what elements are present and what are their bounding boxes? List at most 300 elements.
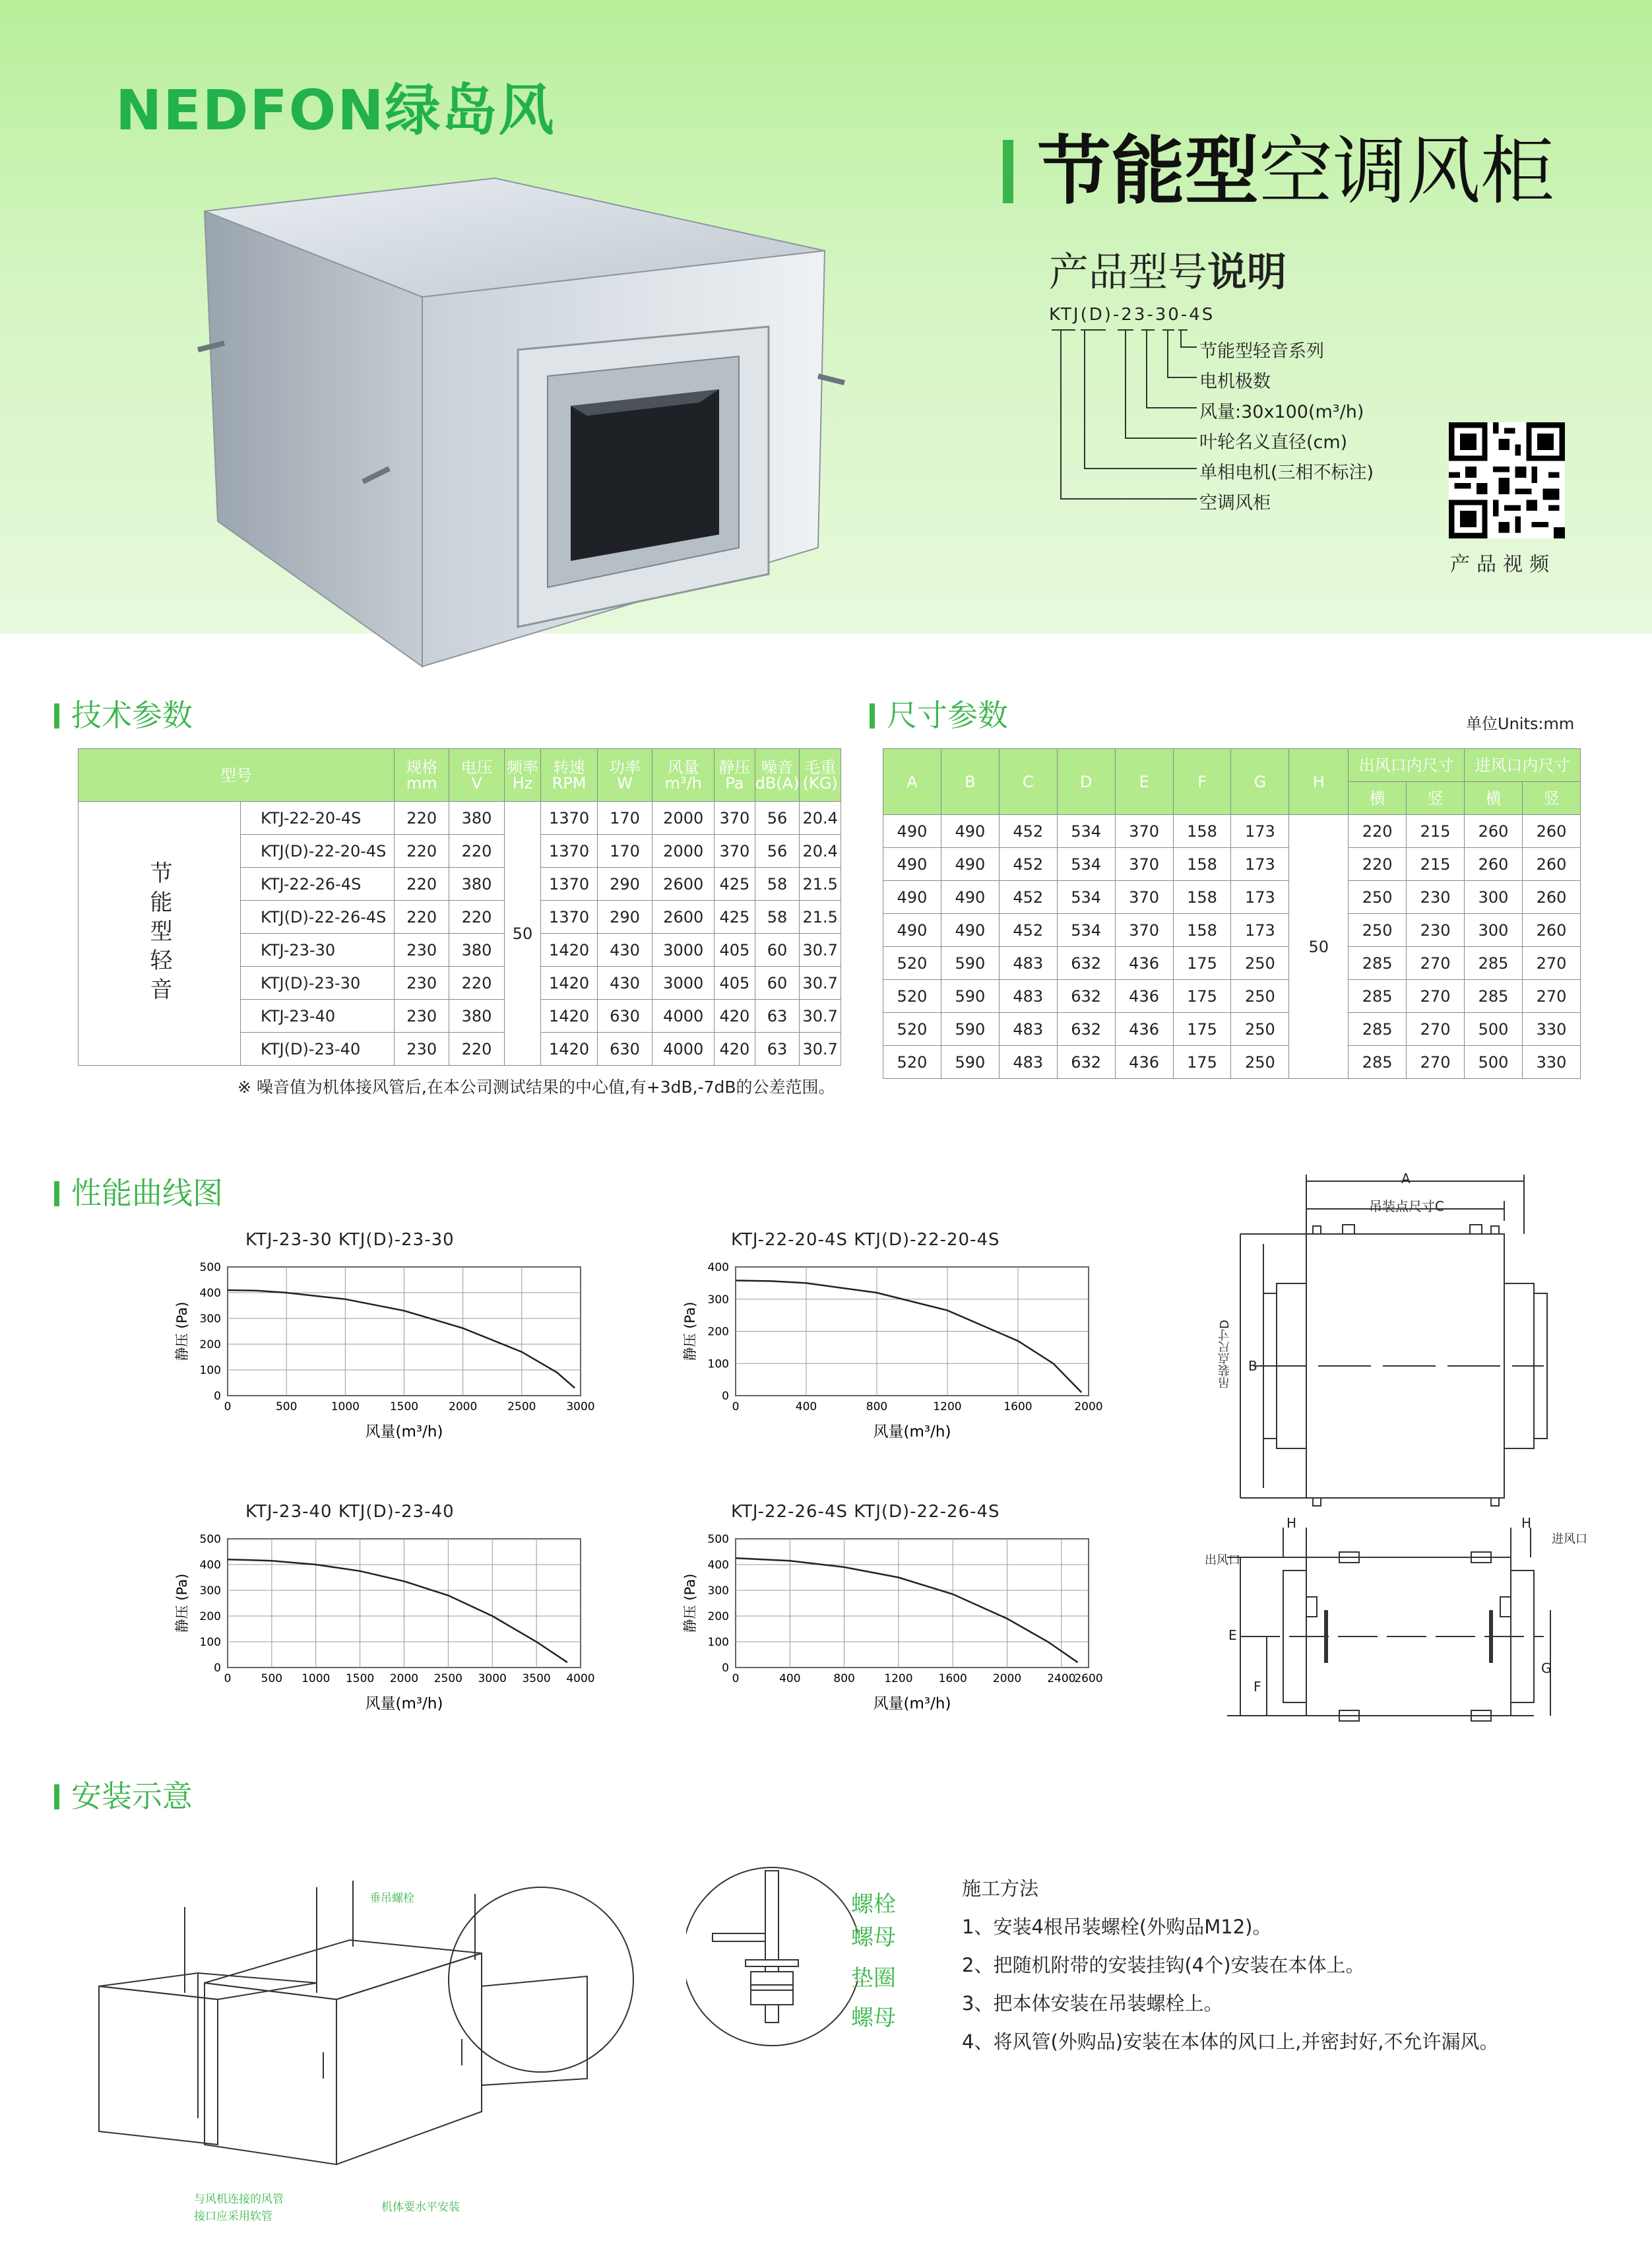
table-cell: 425 xyxy=(715,901,755,934)
title-bold: 节能型 xyxy=(1037,129,1259,214)
table-cell: 30.7 xyxy=(800,934,841,967)
th-pressure xyxy=(715,749,755,802)
table-cell: 520 xyxy=(883,1013,941,1046)
x-tick-label: 1200 xyxy=(884,1672,913,1685)
section-curves xyxy=(54,1169,223,1213)
table-cell: 534 xyxy=(1057,881,1115,914)
table-cell: 370 xyxy=(715,802,755,835)
th-label: 噪音 xyxy=(761,758,793,777)
table-cell: 490 xyxy=(883,914,941,947)
table-cell: 220 xyxy=(1349,815,1407,848)
x-axis-label: 风量(m³/h) xyxy=(365,1423,443,1441)
model-code: KTJ(D)-23-30-4S xyxy=(1049,305,1215,325)
callout-bolt: 垂吊螺栓 xyxy=(369,1892,414,1905)
subtitle-normal: 产品型号 xyxy=(1049,249,1207,296)
th-e: E xyxy=(1115,749,1173,815)
units-label: 单位Units:mm xyxy=(1466,715,1575,733)
th-label: 功率 xyxy=(609,758,641,777)
product-image xyxy=(152,152,877,680)
legend-series: 节能型轻音系列 xyxy=(1199,341,1324,362)
table-cell: 490 xyxy=(941,815,999,848)
table-cell: 158 xyxy=(1173,914,1231,947)
y-tick-label: 200 xyxy=(199,1610,221,1623)
table-cell: 220 xyxy=(395,802,449,835)
table-cell: 215 xyxy=(1407,848,1465,881)
table-cell: 170 xyxy=(597,835,652,868)
th-unit: Pa xyxy=(725,773,744,793)
table-cell: 430 xyxy=(597,934,652,967)
dim-row xyxy=(883,980,1581,1013)
th-label: 规格 xyxy=(406,758,438,777)
table-cell: 483 xyxy=(999,947,1057,980)
table-cell: 436 xyxy=(1115,947,1173,980)
x-tick-label: 0 xyxy=(224,1672,232,1685)
install-step-2: 2、把随机附带的安装挂钩(4个)安装在本体上。 xyxy=(962,1954,1365,1976)
table-cell: 30.7 xyxy=(800,967,841,1000)
y-tick-label: 100 xyxy=(707,1357,729,1371)
table-cell: 520 xyxy=(883,947,941,980)
install-step-1: 1、安装4根吊装螺栓(外购品M12)。 xyxy=(962,1916,1272,1938)
inlet-label: 进风口 xyxy=(1552,1532,1587,1546)
table-cell: 285 xyxy=(1349,1046,1407,1079)
table-cell: 290 xyxy=(597,901,652,934)
table-cell: 405 xyxy=(715,967,755,1000)
table-cell: 436 xyxy=(1115,1046,1173,1079)
table-cell: 490 xyxy=(883,815,941,848)
table-cell: 56 xyxy=(755,802,800,835)
table-cell: 270 xyxy=(1407,1046,1465,1079)
chart-3 xyxy=(152,1526,614,1730)
th-b: B xyxy=(941,749,999,815)
bolt-detail xyxy=(686,1861,858,2052)
section-curves-label: 性能曲线图 xyxy=(71,1175,223,1211)
y-tick-label: 500 xyxy=(199,1261,221,1274)
table-cell: 452 xyxy=(999,914,1057,947)
table-cell: 285 xyxy=(1465,947,1523,980)
x-tick-label: 400 xyxy=(795,1400,817,1413)
model-subtitle xyxy=(1049,241,1287,298)
dim-e-label: E xyxy=(1228,1627,1237,1643)
y-tick-label: 0 xyxy=(722,1662,729,1675)
table-cell: 436 xyxy=(1115,1013,1173,1046)
table-cell: 175 xyxy=(1173,1046,1231,1079)
y-axis-label: 静压 (Pa) xyxy=(682,1573,698,1633)
th-c: C xyxy=(999,749,1057,815)
tech-header-row xyxy=(79,749,841,802)
table-cell: 630 xyxy=(597,1033,652,1066)
table-cell: 1420 xyxy=(541,1000,598,1033)
table-cell: 250 xyxy=(1349,881,1407,914)
table-cell: 30.7 xyxy=(800,1033,841,1066)
series-line xyxy=(228,1559,567,1662)
table-cell: 58 xyxy=(755,868,800,901)
install-step-3: 3、把本体安装在吊装螺栓上。 xyxy=(962,1992,1223,2015)
x-tick-label: 400 xyxy=(779,1672,801,1685)
section-dims xyxy=(870,692,1008,735)
x-tick-label: 1600 xyxy=(1003,1400,1032,1413)
x-axis-label: 风量(m³/h) xyxy=(873,1695,951,1712)
th-outlet-h: 竖 xyxy=(1407,782,1465,815)
table-cell: 590 xyxy=(941,980,999,1013)
qr-label: 产品视频 xyxy=(1450,553,1556,576)
table-cell: 63 xyxy=(755,1033,800,1066)
y-tick-label: 100 xyxy=(199,1636,221,1649)
x-tick-label: 2400 xyxy=(1047,1672,1076,1685)
chart-3-title: KTJ-23-40 KTJ(D)-23-40 xyxy=(245,1502,455,1522)
th-label: 转速 xyxy=(553,758,585,777)
x-axis-label: 风量(m³/h) xyxy=(873,1423,951,1441)
table-cell: 500 xyxy=(1465,1013,1523,1046)
table-cell: 285 xyxy=(1349,1013,1407,1046)
table-cell: 20.4 xyxy=(800,835,841,868)
chart-1 xyxy=(152,1254,614,1458)
y-tick-label: 400 xyxy=(707,1261,729,1274)
dim-h2-label: H xyxy=(1521,1515,1532,1531)
legend-airflow: 风量:30x100(m³/h) xyxy=(1199,402,1364,422)
th-label: 型号 xyxy=(220,765,252,785)
table-cell: 630 xyxy=(597,1000,652,1033)
frequency-cell: 50 xyxy=(504,802,541,1066)
th-voltage xyxy=(449,749,504,802)
table-cell: 230 xyxy=(395,1033,449,1066)
th-f: F xyxy=(1173,749,1231,815)
install-heading: 施工方法 xyxy=(962,1877,1039,1900)
table-cell: 330 xyxy=(1522,1046,1580,1079)
y-tick-label: 300 xyxy=(199,1312,221,1326)
x-tick-label: 3000 xyxy=(478,1672,507,1685)
y-tick-label: 200 xyxy=(707,1325,729,1339)
table-cell: 2600 xyxy=(652,868,715,901)
x-tick-label: 3500 xyxy=(522,1672,551,1685)
table-cell: 436 xyxy=(1115,980,1173,1013)
table-cell: 430 xyxy=(597,967,652,1000)
th-unit: V xyxy=(471,773,482,793)
th-a: A xyxy=(883,749,941,815)
model-code-lines xyxy=(1049,323,1207,521)
table-cell: 405 xyxy=(715,934,755,967)
section-accent-bar xyxy=(54,1181,59,1206)
x-tick-label: 2500 xyxy=(507,1400,536,1413)
model-cell: KTJ(D)-23-40 xyxy=(241,1033,395,1066)
noise-note: ※ 噪音值为机体接风管后,在本公司测试结果的中心值,有+3dB,-7dB的公差范围。 xyxy=(238,1078,835,1097)
table-cell: 270 xyxy=(1522,947,1580,980)
chart-1-title: KTJ-23-30 KTJ(D)-23-30 xyxy=(245,1230,455,1250)
th-airflow xyxy=(652,749,715,802)
x-tick-label: 3000 xyxy=(566,1400,595,1413)
table-cell: 425 xyxy=(715,868,755,901)
dim-b-label: B xyxy=(1248,1358,1257,1374)
table-cell: 590 xyxy=(941,947,999,980)
dim-row xyxy=(883,914,1581,947)
title-accent-bar xyxy=(1003,140,1013,203)
install-step-4: 4、将风管(外购品)安装在本体的风口上,并密封好,不允许漏风。 xyxy=(962,2030,1499,2053)
detail-nut2: 螺母 xyxy=(851,2005,896,2031)
dim-f-label: F xyxy=(1254,1679,1261,1695)
y-tick-label: 500 xyxy=(199,1533,221,1546)
y-tick-label: 400 xyxy=(199,1559,221,1572)
table-cell: 173 xyxy=(1231,815,1289,848)
model-cell: KTJ-22-26-4S xyxy=(241,868,395,901)
series-line xyxy=(736,1558,1078,1662)
table-cell: 58 xyxy=(755,901,800,934)
table-cell: 500 xyxy=(1465,1046,1523,1079)
table-cell: 250 xyxy=(1231,1013,1289,1046)
th-inlet-w: 横 xyxy=(1465,782,1523,815)
table-cell: 21.5 xyxy=(800,901,841,934)
table-cell: 2600 xyxy=(652,901,715,934)
table-cell: 230 xyxy=(395,1000,449,1033)
table-cell: 250 xyxy=(1231,1046,1289,1079)
table-cell: 21.5 xyxy=(800,868,841,901)
table-cell: 220 xyxy=(449,967,504,1000)
dim-row xyxy=(883,815,1581,848)
table-cell: 260 xyxy=(1465,848,1523,881)
table-cell: 290 xyxy=(597,868,652,901)
table-cell: 1420 xyxy=(541,934,598,967)
th-inlet-h: 竖 xyxy=(1522,782,1580,815)
table-cell: 173 xyxy=(1231,881,1289,914)
th-d: D xyxy=(1057,749,1115,815)
table-cell: 1370 xyxy=(541,901,598,934)
legend-type: 空调风柜 xyxy=(1199,493,1271,513)
table-cell: 175 xyxy=(1173,1013,1231,1046)
group-label: 节能型轻音 xyxy=(79,802,241,1066)
th-unit: m³/h xyxy=(664,773,702,793)
table-cell: 270 xyxy=(1407,947,1465,980)
table-cell: 158 xyxy=(1173,881,1231,914)
table-cell: 490 xyxy=(883,881,941,914)
table-cell: 632 xyxy=(1057,980,1115,1013)
table-cell: 250 xyxy=(1231,947,1289,980)
x-tick-label: 0 xyxy=(732,1400,740,1413)
section-tech xyxy=(54,692,193,735)
dim-row xyxy=(883,848,1581,881)
table-cell: 632 xyxy=(1057,1046,1115,1079)
th-label: 风量 xyxy=(667,758,699,777)
y-tick-label: 300 xyxy=(199,1584,221,1598)
section-tech-label: 技术参数 xyxy=(71,697,193,733)
table-cell: 250 xyxy=(1231,980,1289,1013)
table-cell: 380 xyxy=(449,1000,504,1033)
table-cell: 420 xyxy=(715,1033,755,1066)
y-tick-label: 0 xyxy=(722,1390,729,1403)
table-cell: 220 xyxy=(449,901,504,934)
table-cell: 220 xyxy=(395,868,449,901)
legend-impeller: 叶轮名义直径(cm) xyxy=(1199,432,1348,453)
brand-logo: NEDFON绿岛风 xyxy=(115,78,556,143)
table-cell: 220 xyxy=(449,1033,504,1066)
y-tick-label: 300 xyxy=(707,1293,729,1307)
th-outlet-w: 横 xyxy=(1349,782,1407,815)
x-tick-label: 1200 xyxy=(933,1400,962,1413)
page-title xyxy=(1003,112,1554,218)
th-label: 毛重 xyxy=(804,758,837,777)
table-cell: 490 xyxy=(941,914,999,947)
th-unit: RPM xyxy=(552,773,587,793)
callout-duct2: 接口应采用软管 xyxy=(194,2210,272,2223)
model-cell: KTJ-22-20-4S xyxy=(241,802,395,835)
y-tick-label: 300 xyxy=(707,1584,729,1598)
x-tick-label: 1600 xyxy=(938,1672,967,1685)
table-cell: 30.7 xyxy=(800,1000,841,1033)
section-install-label: 安装示意 xyxy=(71,1778,193,1814)
y-tick-label: 0 xyxy=(214,1662,221,1675)
x-tick-label: 500 xyxy=(261,1672,283,1685)
y-tick-label: 100 xyxy=(707,1636,729,1649)
table-cell: 230 xyxy=(1407,914,1465,947)
table-cell: 330 xyxy=(1522,1013,1580,1046)
table-cell: 632 xyxy=(1057,1013,1115,1046)
th-power xyxy=(597,749,652,802)
table-cell: 285 xyxy=(1465,980,1523,1013)
table-cell: 370 xyxy=(1115,815,1173,848)
x-tick-label: 800 xyxy=(866,1400,888,1413)
x-tick-label: 1000 xyxy=(302,1672,331,1685)
x-tick-label: 2000 xyxy=(389,1672,419,1685)
table-cell: 3000 xyxy=(652,967,715,1000)
legend-poles: 电机极数 xyxy=(1199,372,1271,392)
chart-2-title: KTJ-22-20-4S KTJ(D)-22-20-4S xyxy=(731,1230,1000,1250)
dim-d-label: 吊装点尺寸D xyxy=(1218,1320,1232,1388)
dim-row xyxy=(883,881,1581,914)
table-cell: 20.4 xyxy=(800,802,841,835)
model-cell: KTJ-23-40 xyxy=(241,1000,395,1033)
table-cell: 380 xyxy=(449,802,504,835)
section-accent-bar xyxy=(54,703,59,729)
table-cell: 534 xyxy=(1057,848,1115,881)
th-label: 频率 xyxy=(506,758,538,777)
th-label: 电压 xyxy=(461,758,493,777)
table-cell: 260 xyxy=(1465,815,1523,848)
th-unit: dB(A) xyxy=(755,773,800,793)
table-cell: 220 xyxy=(395,901,449,934)
table-cell: 2000 xyxy=(652,802,715,835)
table-cell: 483 xyxy=(999,1013,1057,1046)
dim-row xyxy=(883,1013,1581,1046)
table-cell: 260 xyxy=(1522,881,1580,914)
x-tick-label: 2500 xyxy=(433,1672,463,1685)
h-cell: 50 xyxy=(1289,815,1349,1079)
y-tick-label: 100 xyxy=(199,1364,221,1377)
table-cell: 300 xyxy=(1465,881,1523,914)
table-cell: 220 xyxy=(1349,848,1407,881)
dim-a-label: A xyxy=(1401,1171,1411,1186)
th-rpm xyxy=(541,749,598,802)
table-cell: 260 xyxy=(1522,848,1580,881)
th-unit: (KG) xyxy=(802,773,838,793)
table-cell: 4000 xyxy=(652,1000,715,1033)
table-cell: 270 xyxy=(1407,980,1465,1013)
dim-h1-label: H xyxy=(1287,1515,1297,1531)
table-cell: 490 xyxy=(941,881,999,914)
table-cell: 483 xyxy=(999,1046,1057,1079)
table-cell: 230 xyxy=(395,934,449,967)
table-cell: 285 xyxy=(1349,947,1407,980)
x-tick-label: 1500 xyxy=(345,1672,375,1685)
y-axis-label: 静压 (Pa) xyxy=(174,1301,190,1361)
legend-motor: 单相电机(三相不标注) xyxy=(1199,463,1374,483)
table-cell: 250 xyxy=(1349,914,1407,947)
th-inlet: 进风口内尺寸 xyxy=(1465,749,1581,782)
x-tick-label: 2000 xyxy=(449,1400,478,1413)
table-cell: 270 xyxy=(1522,980,1580,1013)
x-tick-label: 800 xyxy=(833,1672,855,1685)
table-cell: 220 xyxy=(395,835,449,868)
table-cell: 1370 xyxy=(541,802,598,835)
model-cell: KTJ-23-30 xyxy=(241,934,395,967)
table-cell: 3000 xyxy=(652,934,715,967)
tech-table xyxy=(78,748,841,1066)
section-accent-bar xyxy=(870,703,875,729)
y-tick-label: 200 xyxy=(707,1610,729,1623)
table-cell: 452 xyxy=(999,815,1057,848)
y-axis-label: 静压 (Pa) xyxy=(682,1301,698,1361)
table-cell: 483 xyxy=(999,980,1057,1013)
y-tick-label: 200 xyxy=(199,1338,221,1351)
table-cell: 520 xyxy=(883,1046,941,1079)
y-axis-label: 静压 (Pa) xyxy=(174,1573,190,1633)
x-tick-label: 500 xyxy=(275,1400,298,1413)
qr-code[interactable] xyxy=(1449,422,1565,538)
x-tick-label: 2000 xyxy=(1074,1400,1103,1413)
x-tick-label: 2600 xyxy=(1074,1672,1103,1685)
table-cell: 490 xyxy=(941,848,999,881)
section-install xyxy=(54,1772,193,1816)
table-cell: 170 xyxy=(597,802,652,835)
model-cell: KTJ(D)-23-30 xyxy=(241,967,395,1000)
th-unit: Hz xyxy=(512,773,533,793)
th-label: 静压 xyxy=(718,758,751,777)
table-cell: 370 xyxy=(1115,848,1173,881)
y-tick-label: 500 xyxy=(707,1533,729,1546)
title-rest: 空调风柜 xyxy=(1259,129,1554,214)
table-cell: 380 xyxy=(449,868,504,901)
table-cell: 60 xyxy=(755,934,800,967)
table-cell: 215 xyxy=(1407,815,1465,848)
table-cell: 2000 xyxy=(652,835,715,868)
table-cell: 63 xyxy=(755,1000,800,1033)
th-spec xyxy=(395,749,449,802)
series-line xyxy=(736,1281,1081,1393)
plot-frame xyxy=(736,1539,1089,1668)
table-cell: 60 xyxy=(755,967,800,1000)
table-cell: 370 xyxy=(1115,881,1173,914)
x-tick-label: 4000 xyxy=(566,1672,595,1685)
table-cell: 590 xyxy=(941,1013,999,1046)
table-cell: 158 xyxy=(1173,848,1231,881)
table-cell: 590 xyxy=(941,1046,999,1079)
model-cell: KTJ(D)-22-20-4S xyxy=(241,835,395,868)
chart-4 xyxy=(660,1526,1122,1730)
subtitle-bold: 说明 xyxy=(1207,249,1287,296)
table-cell: 300 xyxy=(1465,914,1523,947)
table-cell: 4000 xyxy=(652,1033,715,1066)
detail-bolt: 螺栓 xyxy=(851,1891,896,1918)
dim-c-label: 吊装点尺寸C xyxy=(1369,1198,1444,1214)
y-tick-label: 400 xyxy=(199,1287,221,1300)
th-h: H xyxy=(1289,749,1349,815)
dimension-drawing xyxy=(1201,1161,1570,1742)
section-accent-bar xyxy=(54,1784,59,1809)
x-tick-label: 0 xyxy=(224,1400,232,1413)
table-cell: 173 xyxy=(1231,914,1289,947)
table-cell: 230 xyxy=(395,967,449,1000)
dim-header-row xyxy=(883,749,1581,782)
x-tick-label: 1000 xyxy=(331,1400,360,1413)
table-cell: 260 xyxy=(1522,815,1580,848)
table-cell: 230 xyxy=(1407,881,1465,914)
table-cell: 370 xyxy=(1115,914,1173,947)
